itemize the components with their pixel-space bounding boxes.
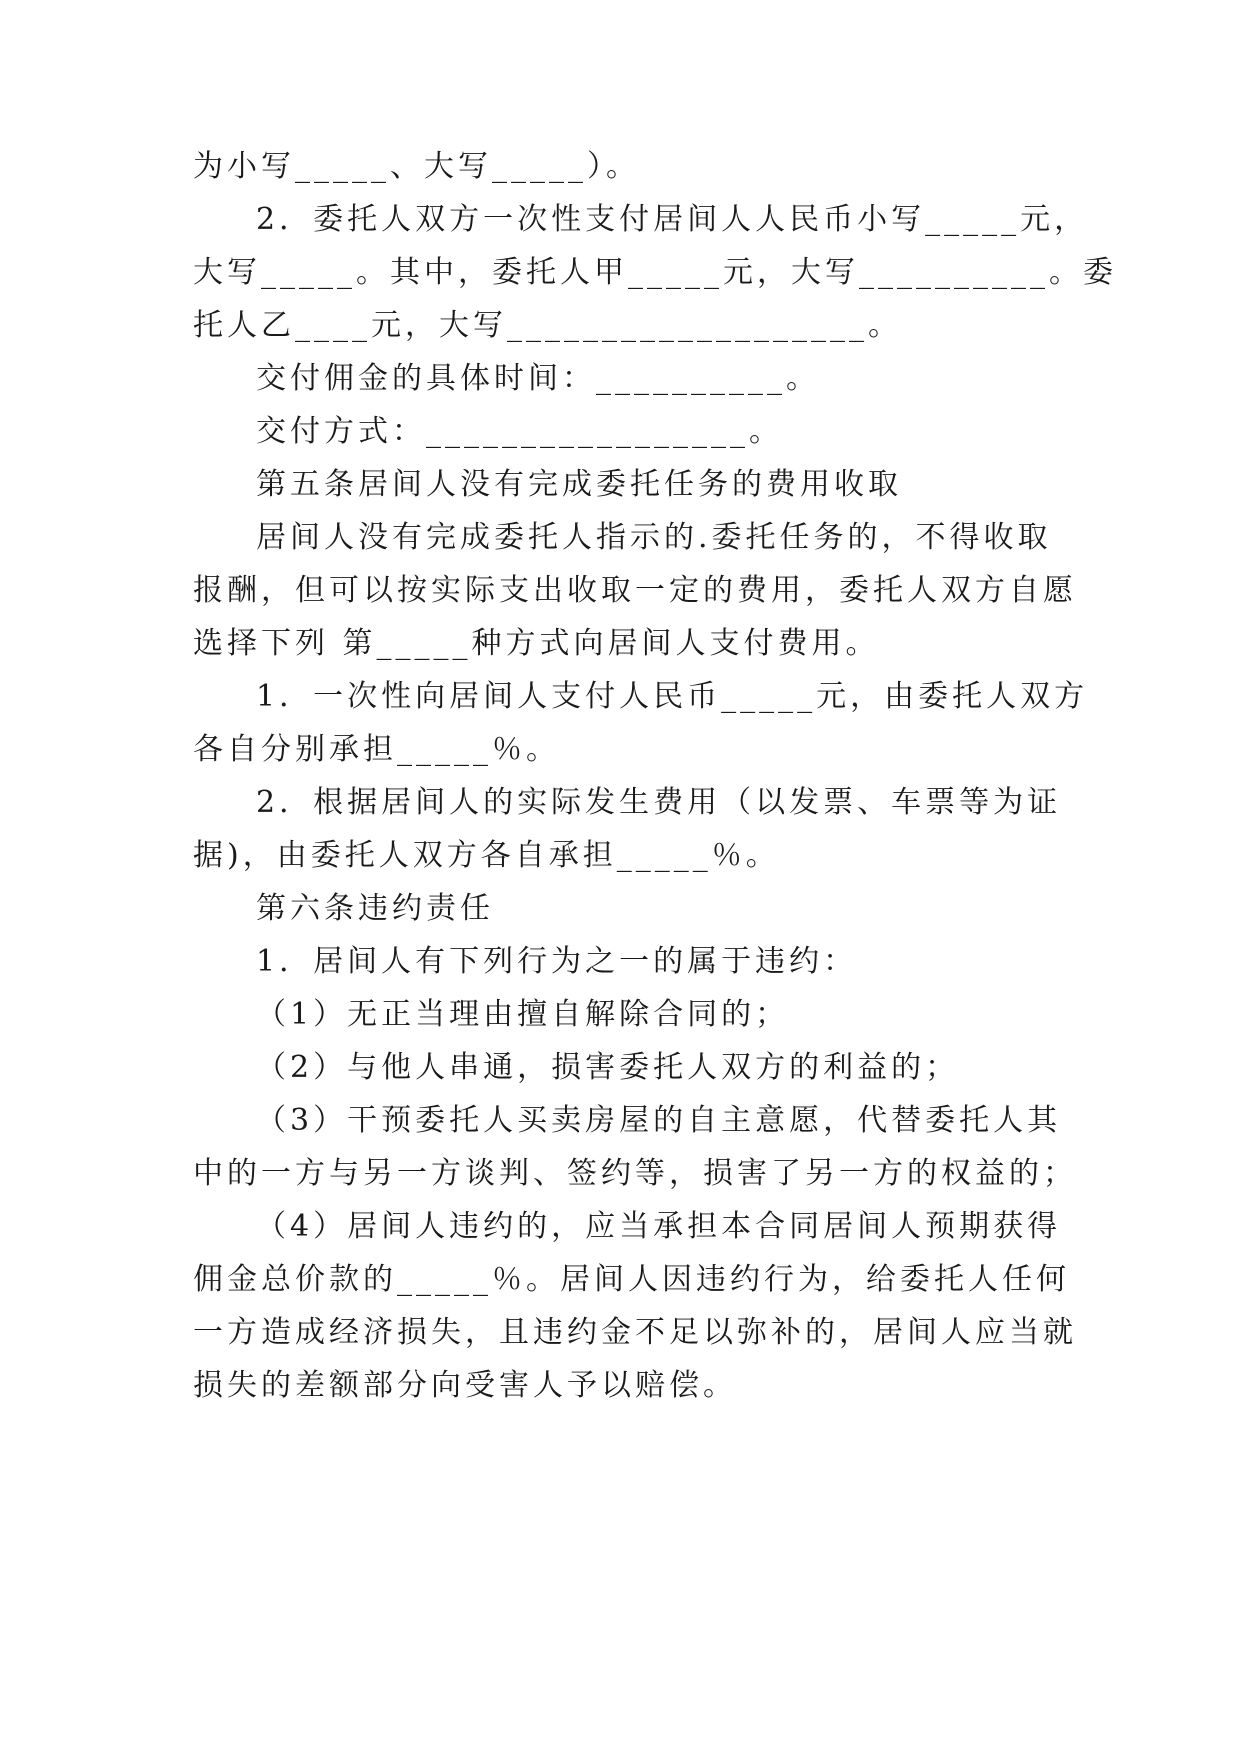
text-line: 托人乙____元，大写___________________。: [193, 308, 902, 343]
text-line: （3）干预委托人买卖房屋的自主意愿，代替委托人其: [256, 1103, 1062, 1138]
text-line: 各自分别承担_____％。: [193, 732, 560, 767]
text-line: （2）与他人串通，损害委托人双方的利益的；: [256, 1050, 960, 1085]
text-line: 1．一次性向居间人支付人民币_____元，由委托人双方: [256, 679, 1089, 714]
text-line: 1．居间人有下列行为之一的属于违约：: [256, 944, 858, 979]
text-line: 报酬，但可以按实际支出收取一定的费用，委托人双方自愿: [193, 573, 1077, 608]
text-line: 交付方式：_________________。: [256, 414, 783, 449]
text-line: 中的一方与另一方谈判、签约等，损害了另一方的权益的；: [193, 1156, 1077, 1191]
text-line: 一方造成经济损失，且违约金不足以弥补的，居间人应当就: [193, 1315, 1077, 1350]
text-line: 据)，由委托人双方各自承担_____％。: [193, 838, 780, 873]
text-line: （1）无正当理由擅自解除合同的；: [256, 997, 790, 1032]
text-line: 交付佣金的具体时间：__________。: [256, 361, 820, 396]
text-line: 居间人没有完成委托人指示的.委托任务的，不得收取: [256, 520, 1052, 555]
text-line: 2．根据居间人的实际发生费用（以发票、车票等为证: [256, 785, 1062, 820]
text-line: 2．委托人双方一次性支付居间人人民币小写_____元，: [256, 202, 1089, 237]
text-line: 大写_____。其中，委托人甲_____元，大写__________。委: [193, 255, 1117, 290]
section-heading: 第五条居间人没有完成委托任务的费用收取: [256, 467, 902, 502]
text-line: 损失的差额部分向受害人予以赔偿。: [193, 1368, 737, 1403]
text-line: 选择下列 第_____种方式向居间人支付费用。: [193, 626, 880, 661]
text-line: 佣金总价款的_____％。居间人因违约行为，给委托人任何: [193, 1262, 1070, 1297]
section-heading: 第六条违约责任: [256, 891, 494, 926]
text-line: （4）居间人违约的，应当承担本合同居间人预期获得: [256, 1209, 1062, 1244]
text-line: 为小写_____、大写_____）。: [193, 149, 640, 184]
